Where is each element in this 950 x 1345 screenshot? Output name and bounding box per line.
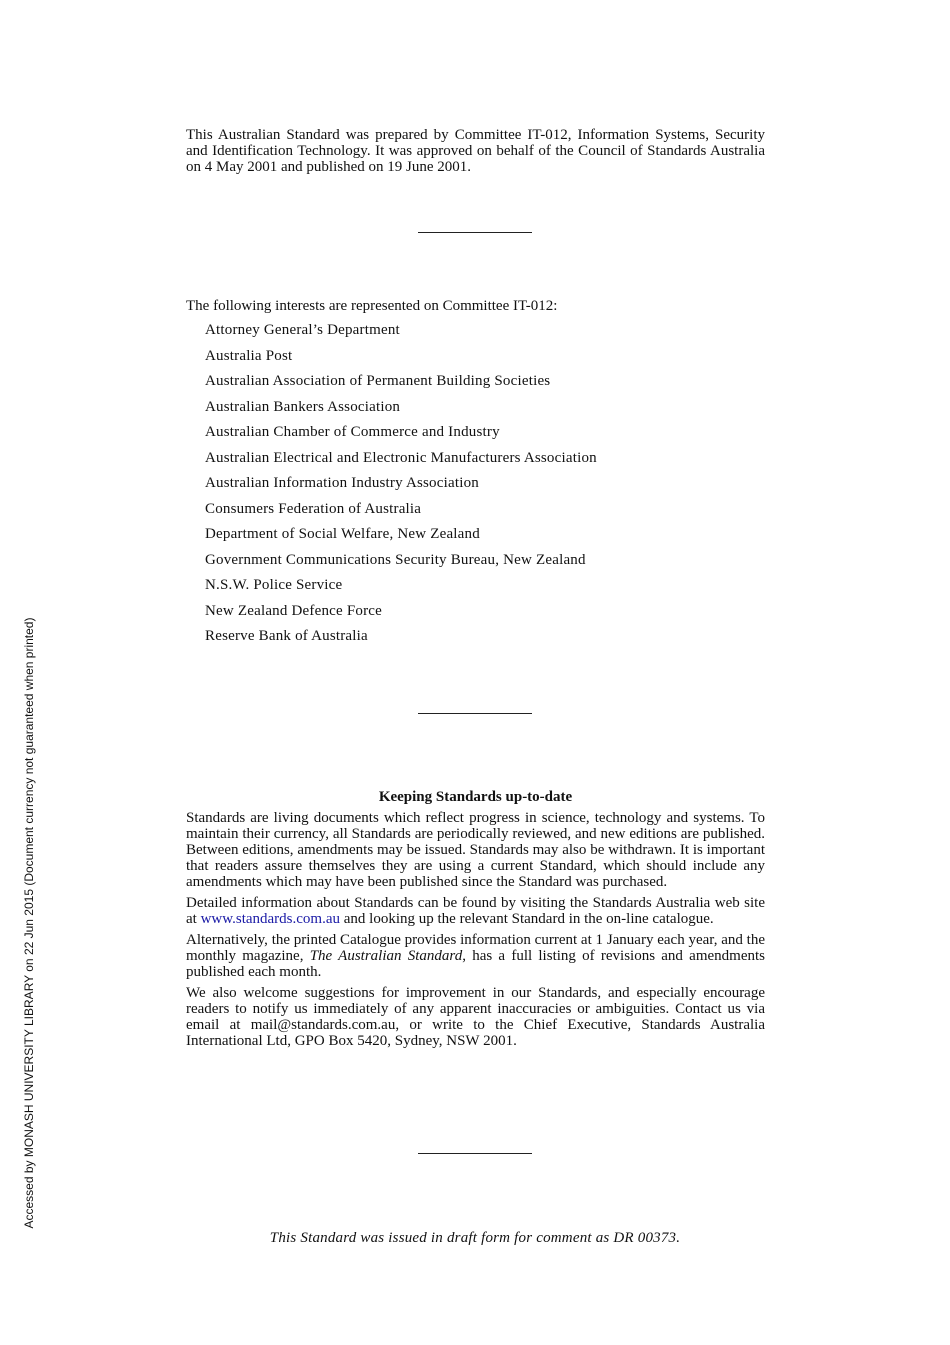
magazine-title: The Australian Standard bbox=[309, 948, 463, 964]
committee-member: Australian Electrical and Electronic Manufacturers Association bbox=[205, 449, 597, 466]
committee-member: New Zealand Defence Force bbox=[205, 602, 382, 619]
approval-statement: This Australian Standard was prepared by Committee IT-012, Information Systems, Security and Identification Technology. It was approved on behalf of the Council of Standards Australia on 4 May 2001 and published on 19 June 2001. bbox=[186, 127, 765, 175]
committee-intro: The following interests are represented on Committee IT-012: bbox=[186, 298, 558, 314]
keeping-paragraph-4: We also welcome suggestions for improvement in our Standards, and especially encourage readers to notify us immediately of any apparent inaccuracies or ambiguities. Contact us via email at mail@standards.com.au, or write to the Chief Executive, Standards Australia International Ltd, GPO Box 5420, Sydney, NSW 2001. bbox=[186, 985, 765, 1049]
committee-member: Australian Information Industry Association bbox=[205, 475, 479, 491]
committee-member: Australian Association of Permanent Building Societies bbox=[205, 373, 551, 389]
committee-member: Australian Chamber of Commerce and Industry bbox=[205, 424, 500, 440]
paragraph-text: and looking up the relevant Standard in the on-line catalogue. bbox=[340, 911, 714, 927]
committee-member: Consumers Federation of Australia bbox=[205, 500, 422, 517]
committee-member: Government Communications Security Bureau, New Zealand bbox=[205, 551, 586, 568]
committee-member-list bbox=[205, 321, 597, 653]
paragraph-text: Alternatively, the printed Catalogue provides information current at 1 January each year, and the monthly magazine, bbox=[186, 932, 765, 964]
section-divider bbox=[418, 713, 532, 714]
keeping-paragraph-2 bbox=[186, 895, 765, 927]
committee-member: Department of Social Welfare, New Zealand bbox=[205, 526, 480, 542]
committee-member: Australia Post bbox=[205, 347, 293, 364]
section-divider bbox=[418, 232, 532, 233]
keeping-paragraph-3 bbox=[186, 932, 765, 980]
draft-note: This Standard was issued in draft form for comment as DR 00373. bbox=[269, 1230, 681, 1246]
paragraph-text: , has a full listing of revisions and amendments published each month. bbox=[186, 948, 765, 980]
keeping-standards-heading: Keeping Standards up-to-date bbox=[378, 789, 573, 805]
keeping-paragraph-1: Standards are living documents which reflect progress in science, technology and systems. To maintain their currency, all Standards are periodically reviewed, and new editions are published. Between editions, amendments may be issued. Standards may also be withdrawn. It is important that readers assure themselves they are using a current Standard, which should include any amendments which may have been published since the Standard was purchased. bbox=[186, 810, 765, 890]
section-divider bbox=[418, 1153, 532, 1154]
paragraph-text: Detailed information about Standards can be found by visiting the Standards Australia web site at bbox=[186, 895, 765, 927]
standards-website-link[interactable]: www.standards.com.au bbox=[200, 911, 340, 927]
committee-member: Reserve Bank of Australia bbox=[205, 628, 368, 644]
keeping-standards-body bbox=[186, 810, 765, 1054]
committee-member: N.S.W. Police Service bbox=[205, 577, 343, 593]
access-watermark: Accessed by MONASH UNIVERSITY LIBRARY on 22 Jun 2015 (Document currency not guaranteed when printed) bbox=[22, 617, 36, 1229]
committee-member: Australian Bankers Association bbox=[205, 398, 401, 415]
committee-member: Attorney General’s Department bbox=[205, 322, 400, 338]
